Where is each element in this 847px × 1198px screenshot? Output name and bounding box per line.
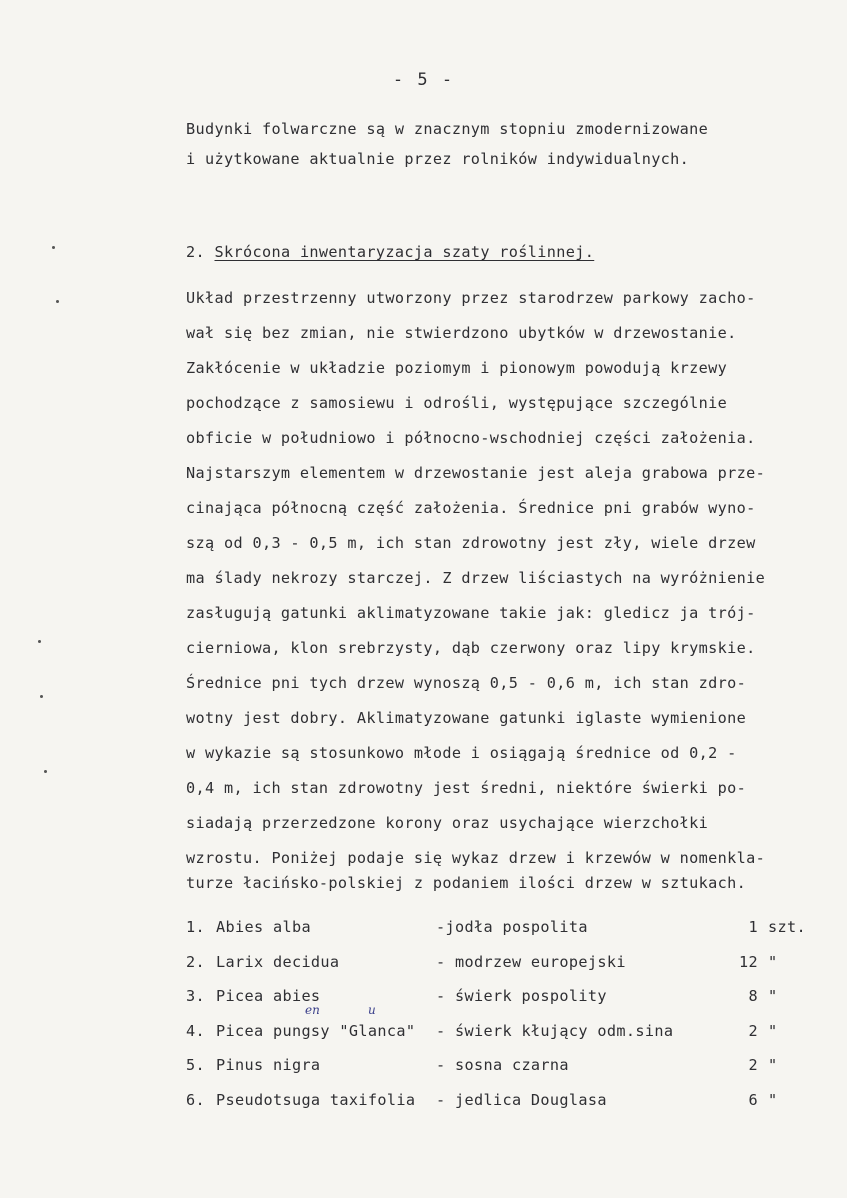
margin-mark xyxy=(52,246,55,249)
body-line: Najstarszym elementem w drzewostanie jest aleja grabowa prze- xyxy=(186,464,766,482)
body-line: wzrostu. Poniżej podaje się wykaz drzew i krzewów w nomenkla- xyxy=(186,849,766,867)
margin-mark xyxy=(40,695,43,698)
body-line: szą od 0,3 - 0,5 m, ich stan zdrowotny jest zły, wiele drzew xyxy=(186,534,756,552)
species-unit: " xyxy=(768,1021,778,1040)
body-line: wał się bez zmian, nie stwierdzono ubytków w drzewostanie. xyxy=(186,324,737,342)
species-unit: " xyxy=(768,1056,778,1074)
body-line: Zakłócenie w układzie poziomym i pionowym powodują krzewy xyxy=(186,359,728,377)
species-polish-name: - jedlica Douglasa xyxy=(436,1090,607,1109)
species-latin-name: Pseudotsuga taxifolia xyxy=(216,1090,416,1109)
species-latin-name: Pinus nigra xyxy=(216,1056,321,1074)
species-polish-name: - świerk pospolity xyxy=(436,987,607,1005)
species-unit: " xyxy=(768,1090,778,1109)
margin-mark xyxy=(56,300,59,303)
body-line: cierniowa, klon srebrzysty, dąb czerwony oraz lipy krymskie. xyxy=(186,639,756,657)
body-line: w wykazie są stosunkowo młode i osiągają średnice od 0,2 - xyxy=(186,744,737,762)
species-number: 5. xyxy=(186,1056,205,1074)
species-quantity: 12 xyxy=(739,952,758,971)
body-line: ma ślady nekrozy starczej. Z drzew liściastych na wyróżnienie xyxy=(186,569,766,587)
body-line: zasługują gatunki aklimatyzowane takie jak: gledicz ja trój- xyxy=(186,604,756,622)
body-line: turze łacińsko-polskiej z podaniem ilości drzew w sztukach. xyxy=(186,874,747,892)
species-latin-name: Picea pungsy "Glanca" xyxy=(216,1021,416,1040)
handwritten-annotation: en xyxy=(305,1003,320,1017)
intro-line: Budynki folwarczne są w znacznym stopniu zmodernizowane xyxy=(186,120,709,138)
species-row xyxy=(186,953,806,988)
species-number: 2. xyxy=(186,952,205,971)
page-number: - 5 - xyxy=(392,70,455,90)
section-number: 2. xyxy=(186,243,205,261)
body-line: 0,4 m, ich stan zdrowotny jest średni, niektóre świerki po- xyxy=(186,779,747,797)
body-line: pochodzące z samosiewu i odrośli, występujące szczególnie xyxy=(186,394,728,412)
species-row xyxy=(186,1091,806,1126)
species-unit: " xyxy=(768,987,778,1005)
species-latin-name: Larix decidua xyxy=(216,952,340,971)
species-row xyxy=(186,987,806,1022)
species-number: 4. xyxy=(186,1021,205,1040)
section-heading xyxy=(186,243,594,261)
species-polish-name: - modrzew europejski xyxy=(436,952,626,971)
body-line: wotny jest dobry. Aklimatyzowane gatunki iglaste wymienione xyxy=(186,709,747,727)
species-quantity: 6 xyxy=(748,1090,758,1109)
handwritten-annotation: u xyxy=(368,1003,376,1017)
species-row xyxy=(186,1056,806,1091)
species-row xyxy=(186,1022,806,1057)
body-line: Układ przestrzenny utworzony przez starodrzew parkowy zacho- xyxy=(186,289,756,307)
margin-mark xyxy=(44,770,47,773)
intro-line: i użytkowane aktualnie przez rolników indywidualnych. xyxy=(186,150,690,168)
species-latin-name: Picea abies xyxy=(216,987,321,1005)
species-polish-name: - sosna czarna xyxy=(436,1056,569,1074)
margin-mark xyxy=(38,640,41,643)
species-polish-name: -jodła pospolita xyxy=(436,918,588,936)
body-line: cinająca północną część założenia. Średnice pni grabów wyno- xyxy=(186,499,756,517)
species-quantity: 2 xyxy=(748,1056,758,1074)
species-list xyxy=(186,918,806,1125)
species-number: 1. xyxy=(186,918,205,936)
section-title: Skrócona inwentaryzacja szaty roślinnej. xyxy=(214,243,595,261)
body-line: Średnice pni tych drzew wynoszą 0,5 - 0,6 m, ich stan zdro- xyxy=(186,674,747,692)
species-quantity: 1 xyxy=(748,918,758,936)
species-quantity: 2 xyxy=(748,1021,758,1040)
species-number: 6. xyxy=(186,1090,205,1109)
species-quantity: 8 xyxy=(748,987,758,1005)
species-row xyxy=(186,918,806,953)
species-unit: " xyxy=(768,952,778,971)
body-line: obficie w południowo i północno-wschodniej części założenia. xyxy=(186,429,756,447)
species-number: 3. xyxy=(186,987,205,1005)
species-unit: szt. xyxy=(768,918,806,936)
body-line: siadają przerzedzone korony oraz usychające wierzchołki xyxy=(186,814,709,832)
species-latin-name: Abies alba xyxy=(216,918,311,936)
species-polish-name: - świerk kłujący odm.sina xyxy=(436,1021,674,1040)
